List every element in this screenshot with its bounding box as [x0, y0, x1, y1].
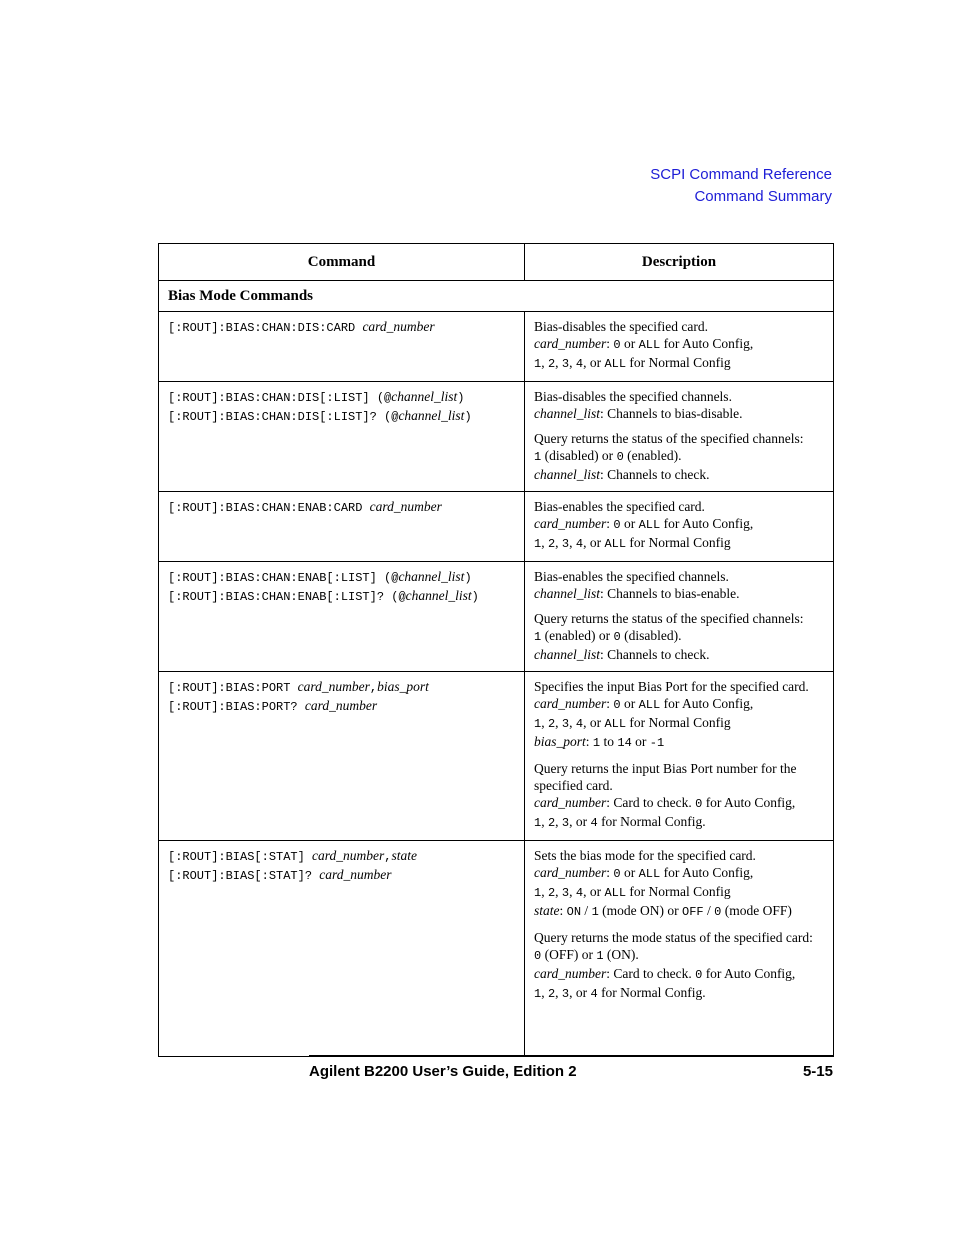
command-syntax: [:ROUT]:BIAS:CHAN:ENAB:CARD card_number	[168, 499, 442, 515]
command-cell	[159, 312, 525, 382]
table-row	[159, 382, 834, 492]
query-syntax: [:ROUT]:BIAS:PORT? card_number	[168, 698, 378, 714]
command-syntax: [:ROUT]:BIAS:CHAN:ENAB[:LIST] (@channel_list)	[168, 569, 472, 585]
description-cell: Sets the bias mode for the specified card. card_number: 0 or ALL for Auto Config, 1, 2, 3, 4, or ALL for Normal Config state: ON / 1 (mode ON) or OFF / 0 (mode OFF) Query returns the mode status of the specified card: 0 (OFF) or 1 (ON). card_number: Card to check. 0 for Auto Config, 1, 2, 3, or 4 for Normal Config.	[525, 841, 834, 1057]
table-row	[159, 312, 834, 382]
command-syntax: [:ROUT]:BIAS:CHAN:DIS:CARD card_number	[168, 319, 435, 335]
command-cell	[159, 841, 525, 1057]
command-syntax: [:ROUT]:BIAS:PORT card_number,bias_port	[168, 679, 429, 695]
footer-rule	[309, 1055, 833, 1057]
description-cell: Bias-disables the specified channels. channel_list: Channels to bias-disable. Query returns the status of the specified channels: 1 (disabled) or 0 (enabled). channel_list: Channels to check.	[525, 382, 834, 492]
column-header-description: Description	[525, 244, 834, 281]
section-title: Bias Mode Commands	[159, 281, 834, 312]
command-cell	[159, 562, 525, 672]
table-header-row	[159, 244, 834, 281]
command-cell	[159, 492, 525, 562]
table-row	[159, 672, 834, 841]
table-row	[159, 562, 834, 672]
description-cell: Bias-enables the specified card. card_number: 0 or ALL for Auto Config, 1, 2, 3, 4, or ALL for Normal Config	[525, 492, 834, 562]
command-syntax: [:ROUT]:BIAS:CHAN:DIS[:LIST] (@channel_list)	[168, 389, 465, 405]
section-row	[159, 281, 834, 312]
command-cell	[159, 382, 525, 492]
table-row	[159, 492, 834, 562]
column-header-command: Command	[159, 244, 525, 281]
query-syntax: [:ROUT]:BIAS:CHAN:ENAB[:LIST]? (@channel_list)	[168, 588, 479, 604]
description-cell: Specifies the input Bias Port for the specified card. card_number: 0 or ALL for Auto Config, 1, 2, 3, 4, or ALL for Normal Config bias_port: 1 to 14 or -1 Query returns the input Bias Port number for the specified card. card_number: Card to check. 0 for Auto Config, 1, 2, 3, or 4 for Normal Config.	[525, 672, 834, 841]
command-syntax: [:ROUT]:BIAS[:STAT] card_number,state	[168, 848, 417, 864]
command-table	[158, 243, 834, 1057]
running-header	[650, 164, 832, 208]
description-cell: Bias-disables the specified card. card_number: 0 or ALL for Auto Config, 1, 2, 3, 4, or ALL for Normal Config	[525, 312, 834, 382]
footer-guide-title: Agilent B2200 User’s Guide, Edition 2	[309, 1063, 577, 1080]
command-cell	[159, 672, 525, 841]
header-section: Command Summary	[694, 188, 832, 205]
header-chapter: SCPI Command Reference	[650, 166, 832, 183]
table-row	[159, 841, 834, 1057]
footer-page-number: 5-15	[802, 1063, 833, 1080]
description-cell: Bias-enables the specified channels. channel_list: Channels to bias-enable. Query returns the status of the specified channels: 1 (enabled) or 0 (disabled). channel_list: Channels to check.	[525, 562, 834, 672]
query-syntax: [:ROUT]:BIAS:CHAN:DIS[:LIST]? (@channel_list)	[168, 408, 472, 424]
query-syntax: [:ROUT]:BIAS[:STAT]? card_number	[168, 867, 392, 883]
